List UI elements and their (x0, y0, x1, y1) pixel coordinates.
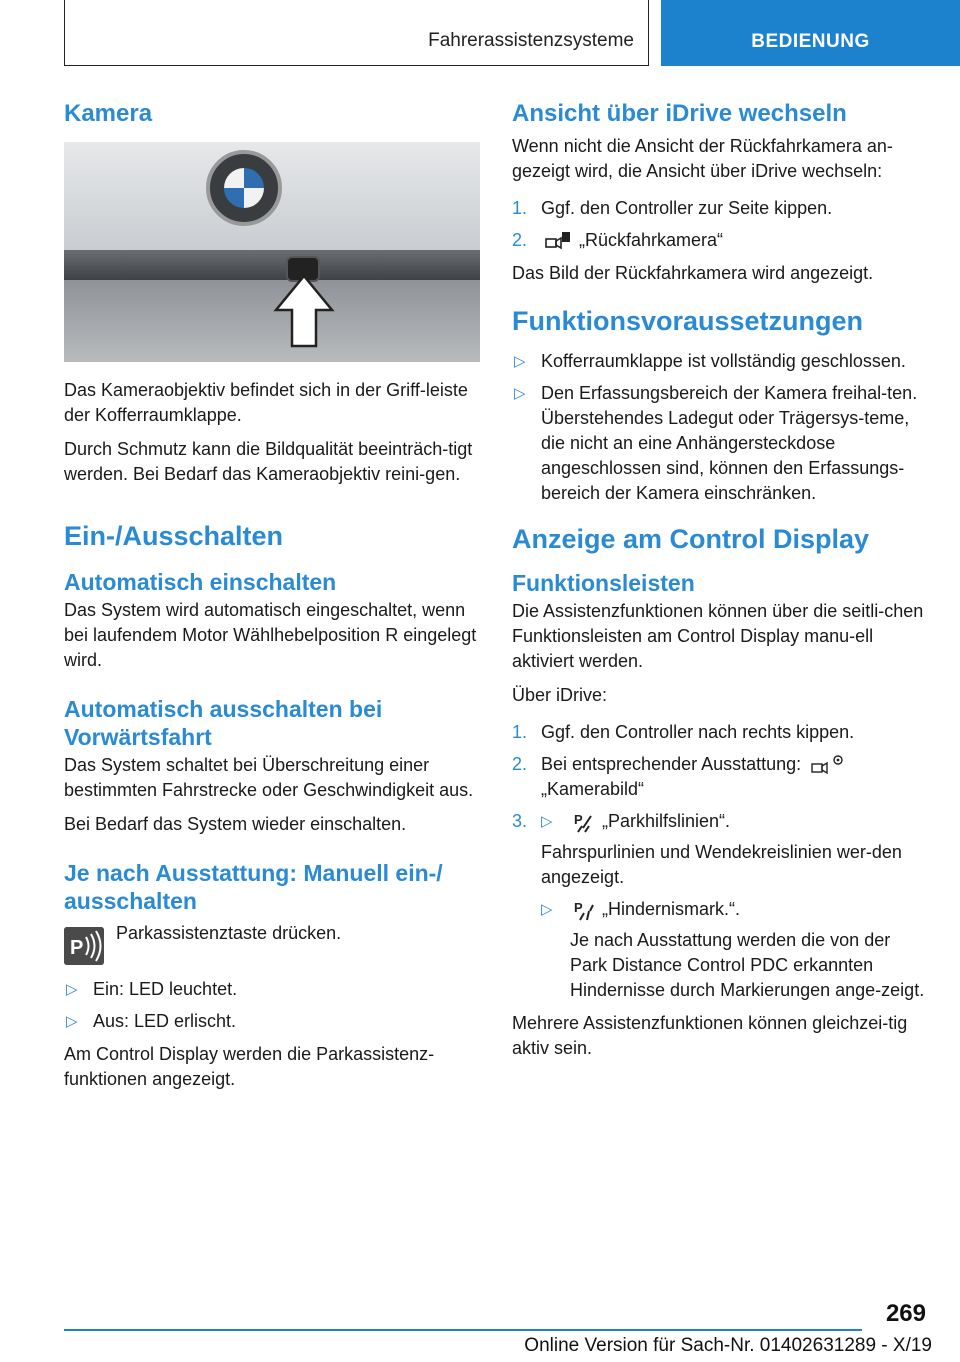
ansicht-heading: Ansicht über iDrive wechseln (512, 100, 847, 127)
left-column (64, 100, 480, 1101)
final-paragraph: Mehrere Assistenzfunktionen können gleichzei-tig aktiv sein. (512, 1013, 908, 1058)
manuell-heading: Je nach Ausstattung: Manuell ein-/ ausschalten (64, 860, 443, 914)
list-item: 1. Ggf. den Controller nach rechts kippen. (512, 722, 855, 742)
triangle-bullet-icon: ▷ (66, 1013, 78, 1030)
footer-online-version: Online Version für Sach-Nr. 01402631289 - X/19 (524, 1335, 932, 1356)
svg-text:P: P (574, 812, 583, 828)
header-chapter-label: BEDIENUNG (751, 31, 870, 52)
auto-aus-paragraph-2: Bei Bedarf das System wieder einschalten. (64, 814, 407, 834)
leisten-paragraph-1: Die Assistenzfunktionen können über die seitli-chen Funktionsleisten am Control Display manu-ell aktiviert werden. (512, 601, 924, 671)
auto-aus-paragraph-1: Das System schaltet bei Überschreitung einer bestimmten Fahrstrecke oder Geschwindigkeit aus. (64, 755, 474, 800)
list-item: 2. Bei entsprechender Ausstattung: „Kamerabild“ (512, 752, 932, 802)
funktion-heading: Funktionsvoraussetzungen (512, 306, 864, 336)
header-section-title: Fahrerassistenzsysteme (428, 30, 634, 51)
header-chapter-tab[interactable] (661, 0, 960, 66)
page-header (0, 0, 960, 66)
auto-ein-heading: Automatisch einschalten (64, 569, 337, 595)
list-item: ▷ Ein: LED leuchtet. (64, 977, 480, 1002)
header-section-box (64, 0, 649, 66)
park-assist-instruction: Parkassistenztaste drücken. (116, 923, 342, 943)
triangle-bullet-icon: ▷ (541, 813, 553, 830)
ein-aus-heading: Ein-/Ausschalten (64, 521, 284, 551)
ansicht-result: Das Bild der Rückfahrkamera wird angezeigt. (512, 263, 874, 283)
rear-camera-icon (545, 231, 571, 251)
park-assist-button-icon (64, 927, 104, 965)
triangle-bullet-icon: ▷ (66, 981, 78, 998)
list-item: ▷ Kofferraumklappe ist vollständig geschlossen. (512, 349, 932, 374)
page-number: 269 (885, 1300, 926, 1327)
list-item: 2. „Rückfahrkamera“ (512, 230, 724, 250)
led-list (64, 977, 480, 1034)
triangle-bullet-icon: ▷ (514, 385, 526, 402)
footer-divider (64, 1329, 862, 1331)
svg-text:P: P (70, 937, 84, 959)
list-item: ▷ Aus: LED erlischt. (64, 1009, 480, 1034)
parking-lines-icon (574, 811, 594, 833)
svg-text:P: P (574, 900, 583, 916)
camera-settings-icon (810, 754, 844, 776)
triangle-bullet-icon: ▷ (541, 901, 553, 918)
ansicht-paragraph: Wenn nicht die Ansicht der Rückfahrkamera an-gezeigt wird, die Ansicht über iDrive wechseln: (512, 136, 893, 181)
kamera-paragraph-1: Das Kameraobjektiv befindet sich in der Griff-leiste der Kofferraumklappe. (64, 380, 468, 425)
ansicht-steps (512, 196, 932, 253)
list-item: 1. Ggf. den Controller zur Seite kippen. (512, 198, 833, 218)
leisten-paragraph-2: Über iDrive: (512, 685, 608, 705)
idrive-steps (512, 720, 932, 1003)
right-column (512, 100, 932, 1070)
triangle-bullet-icon: ▷ (514, 353, 526, 370)
list-item: 3. ▷ P „Parkhilfslinien“. Fahrspurlinien und Wendekreislinien wer-den angezeigt. (512, 811, 902, 887)
camera-photo (64, 142, 480, 362)
park-assist-button-row (64, 921, 480, 965)
list-item: ▷ P „Hindernismark.“. Je nach Ausstattung werden die von der Park Distance Control PDC erkannten Hindernisse durch Markierungen ange-zeigt. (541, 899, 925, 1000)
kamera-heading: Kamera (64, 100, 153, 127)
control-display-paragraph: Am Control Display werden die Parkassistenz-funktionen angezeigt. (64, 1044, 435, 1089)
funktion-list (512, 349, 932, 506)
bmw-logo (206, 150, 282, 226)
auto-aus-heading: Automatisch ausschalten bei Vorwärtsfahrt (64, 696, 383, 750)
up-arrow-icon (272, 270, 336, 350)
kamera-paragraph-2: Durch Schmutz kann die Bildqualität beeinträch-tigt werden. Bei Bedarf das Kameraobjektiv reini-gen. (64, 439, 473, 484)
leisten-heading: Funktionsleisten (512, 570, 695, 596)
list-item: ▷ Den Erfassungsbereich der Kamera freihal-ten. Überstehendes Ladegut oder Trägersys-teme, die nicht an eine Anhängersteckdose angeschlossen sind, können den Erfassungs-bereich der Kamera einschränken. (514, 383, 918, 503)
anzeige-heading: Anzeige am Control Display (512, 524, 870, 554)
obstacle-marking-icon (574, 899, 594, 921)
auto-ein-paragraph: Das System wird automatisch eingeschaltet, wenn bei laufendem Motor Wählhebelposition R eingelegt wird. (64, 600, 477, 670)
